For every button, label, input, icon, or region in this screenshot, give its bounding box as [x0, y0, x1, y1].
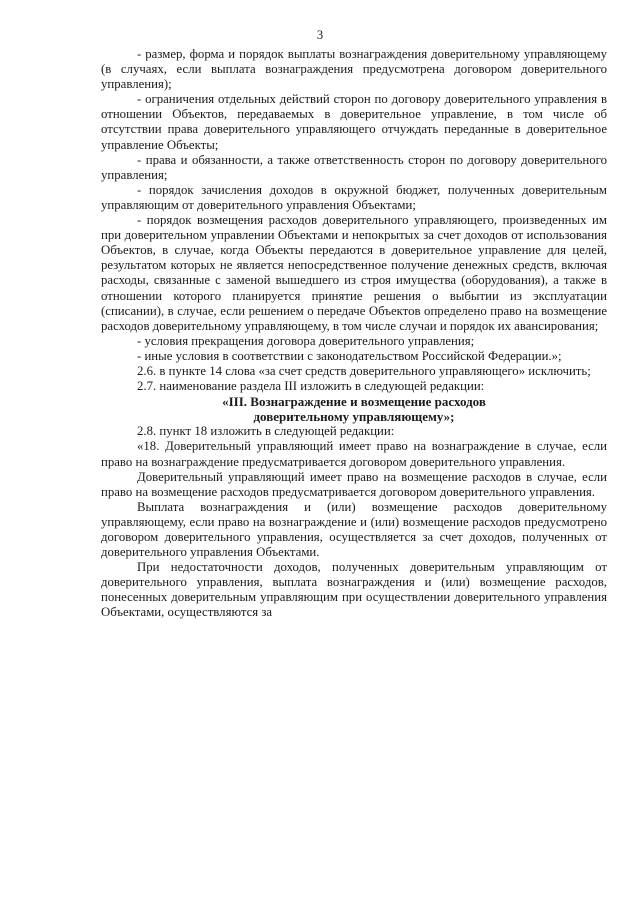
page-number: 3	[316, 28, 324, 42]
paragraph-termination-conditions: - условия прекращения договора доверительного управления;	[137, 333, 475, 348]
paragraph-insufficient-income: При недостаточности доходов, полученных доверительным управляющим от доверительного управления, выплата вознаграждения и (или) возмещение расходов, понесенных доверительным управляющим при осуществлении доверительного управления Объектами, осуществляются за	[101, 560, 607, 620]
paragraph-other-conditions: - иные условия в соответствии с законодательством Российской Федерации.»;	[137, 348, 562, 363]
paragraph-expense-right: Доверительный управляющий имеет право на возмещение расходов в случае, если право на возмещение расходов предусматривается договором доверительного управления.	[101, 469, 607, 499]
paragraph-reward-terms: - размер, форма и порядок выплаты вознаграждения доверительному управляющему (в случаях, если выплата вознаграждения предусмотрена договором доверительного управления);	[101, 47, 607, 92]
paragraph-payment-source: Выплата вознаграждения и (или) возмещение расходов доверительному управляющему, если право на вознаграждение и (или) возмещение расходов предусмотрено договором доверительного управления, осуществляется за счет доходов, полученных от доверительного управления Объектами.	[101, 499, 607, 560]
section-heading-line-1: «III. Вознаграждение и возмещение расходов	[222, 394, 486, 410]
paragraph-income-crediting: - порядок зачисления доходов в окружной бюджет, полученных доверительным управляющим от доверительного управления Объектами;	[101, 182, 607, 212]
paragraph-expense-reimbursement: - порядок возмещения расходов доверительного управляющего, произведенных им при доверительном управлении Объектами и непокрытых за счет доходов от использования Объектов, в случае, когда Объекты передаются в доверительное управление для целей, результатом которых не является непосредственное получение денежных средств, включая расходы, связанные с заменой вышедшего из строя имущества (оборудования), а также в отношении которого планируется принятие решения о выбытии из эксплуатации (списании), в случае, если решением о передаче Объектов определено право на возмещение расходов доверительному управляющему, в том числе случаи и порядок их авансирования;	[101, 213, 607, 333]
document-body	[101, 47, 607, 621]
paragraph-item-2-8: 2.8. пункт 18 изложить в следующей редакции:	[137, 424, 395, 439]
paragraph-item-2-7: 2.7. наименование раздела III изложить в следующей редакции:	[137, 379, 485, 394]
paragraph-clause-18: «18. Доверительный управляющий имеет право на вознаграждение в случае, если право на вознаграждение предусматривается договором доверительного управления.	[101, 439, 607, 469]
paragraph-rights-duties: - права и обязанности, а также ответственность сторон по договору доверительного управления;	[101, 152, 607, 182]
paragraph-item-2-6: 2.6. в пункте 14 слова «за счет средств доверительного управляющего» исключить;	[137, 363, 591, 378]
paragraph-action-limits: - ограничения отдельных действий сторон по договору доверительного управления в отношении Объектов, передаваемых в доверительное управление, в том числе об отсутствии права доверительного управляющего отчуждать переданные в доверительное управление Объекты;	[101, 92, 607, 152]
section-heading-line-2: доверительному управляющему»;	[253, 409, 455, 425]
